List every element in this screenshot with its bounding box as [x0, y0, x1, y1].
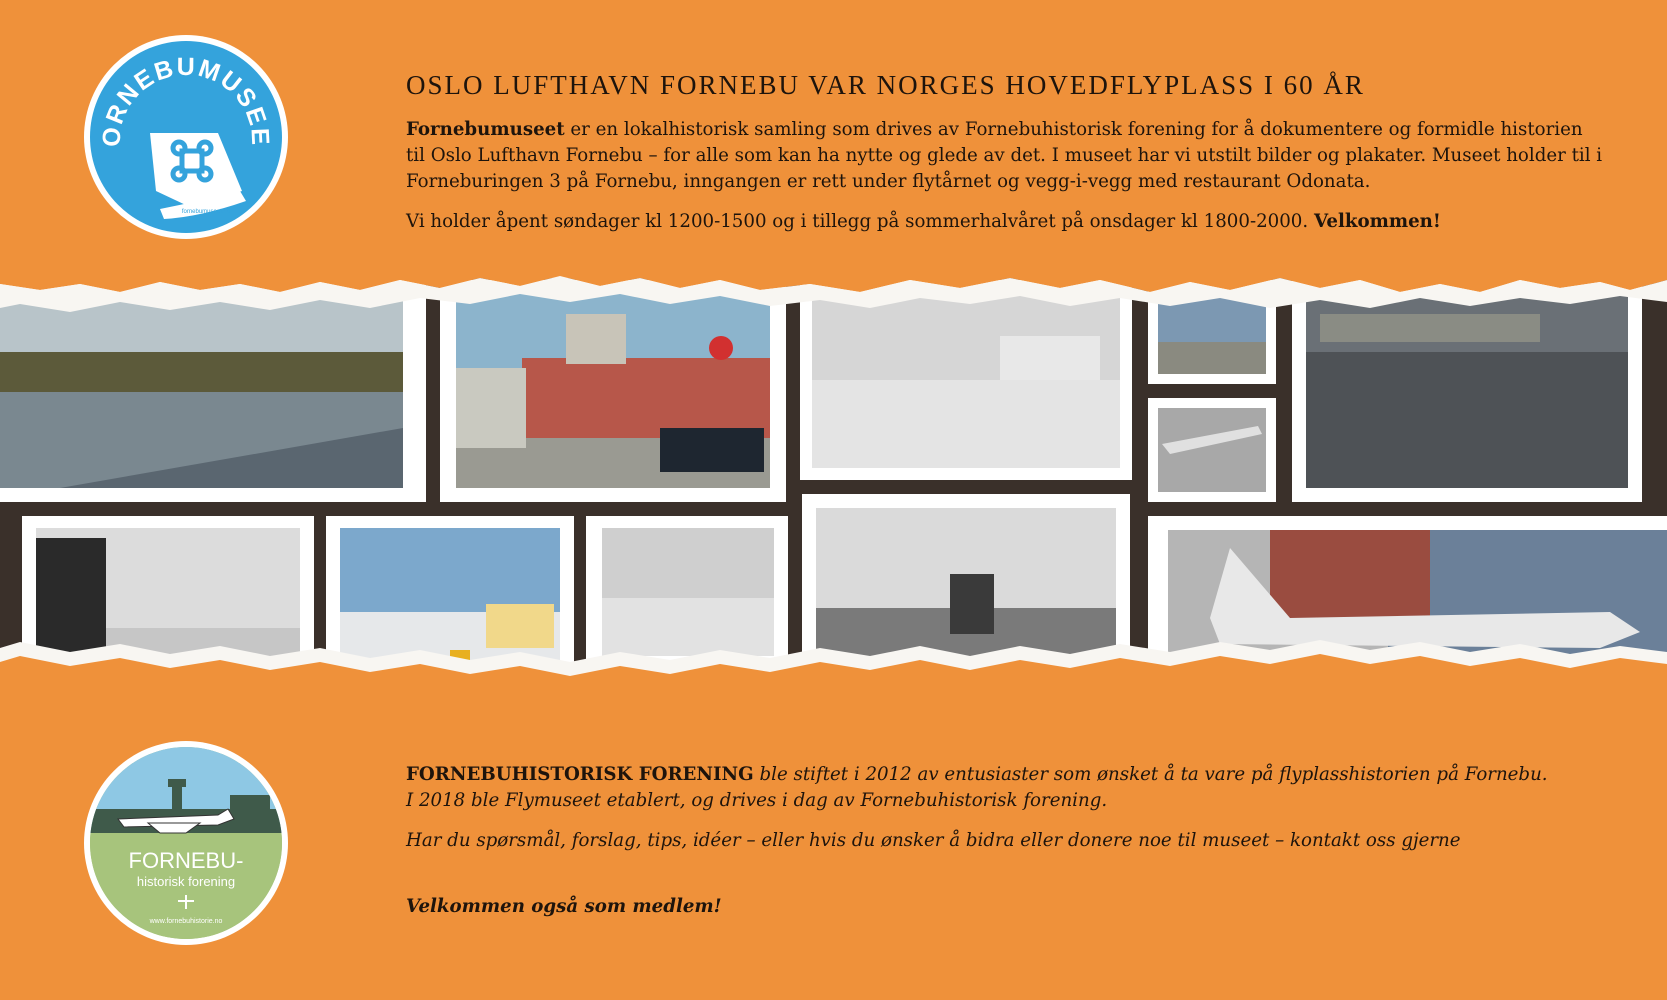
photo-plane-small-2 [1148, 398, 1276, 502]
fornebuhistorisk-forening-logo [84, 741, 288, 945]
opening-hours [406, 209, 1606, 235]
forening-logo-title: FORNEBU- [128, 848, 244, 873]
association-name: FORNEBUHISTORISK FORENING [406, 764, 754, 785]
photo-airfield-landscape [0, 280, 426, 502]
forening-logo-graphic [90, 747, 282, 939]
photo-terminal-building [440, 280, 786, 502]
member-welcome: Velkommen også som medlem! [406, 896, 722, 917]
museum-name: Fornebumuseet [406, 119, 565, 140]
opening-hours-text: Vi holder åpent søndager kl 1200-1500 og i tillegg på sommerhalvåret på onsdager kl 1800-2000. [406, 211, 1314, 232]
museum-logo-graphic [90, 41, 282, 233]
intro-paragraph [406, 117, 1606, 195]
welcome-text: Velkommen! [1313, 211, 1441, 232]
contact-text: Har du spørsmål, forslag, tips, idéer – eller hvis du ønsker å bidra eller donere noe til museet – kontakt oss gjerne [406, 830, 1461, 851]
museum-logo-badge [90, 41, 282, 233]
fornebumuseet-logo [84, 35, 288, 239]
intro-section [406, 70, 1606, 235]
forening-logo-badge [90, 747, 282, 939]
museum-logo-url: fornebumuseet.no [181, 209, 231, 215]
photo-collage [0, 258, 1667, 718]
svg-text:FORNEBUMUSEET [90, 41, 274, 148]
association-paragraph [406, 762, 1606, 788]
forening-logo-subtitle: historisk forening [136, 874, 236, 889]
association-text-1: ble stiftet i 2012 av entusiaster som ønsket å ta vare på flyplasshistorien på Fornebu. [753, 764, 1548, 785]
intro-text: er en lokalhistorisk samling som drives av Fornebuhistorisk forening for å dokumentere og formidle historien til Oslo Lufthavn Fornebu – for alle som kan ha nytte og glede av det. I museet har vi utstilt bilder og plakater. Museet holder til i Forneburingen 3 på Fornebu, inngangen er rett under flytårnet og vegg-i-vegg med restaurant Odonata. [406, 119, 1603, 192]
association-section [406, 762, 1606, 920]
photo-terminal-bw [800, 280, 1132, 480]
photo-aerial-view [1292, 280, 1642, 502]
forening-logo-url: www.fornebuhistorie.no [149, 918, 223, 925]
association-text-2: I 2018 ble Flymuseet etablert, og drives i dag av Fornebuhistorisk forening. [406, 790, 1108, 811]
page-title: OSLO LUFTHAVN FORNEBU VAR NORGES HOVEDFLYPLASS I 60 ÅR [406, 70, 1365, 100]
museum-logo-ring-text: ORNEBUMUSEE [97, 52, 275, 148]
